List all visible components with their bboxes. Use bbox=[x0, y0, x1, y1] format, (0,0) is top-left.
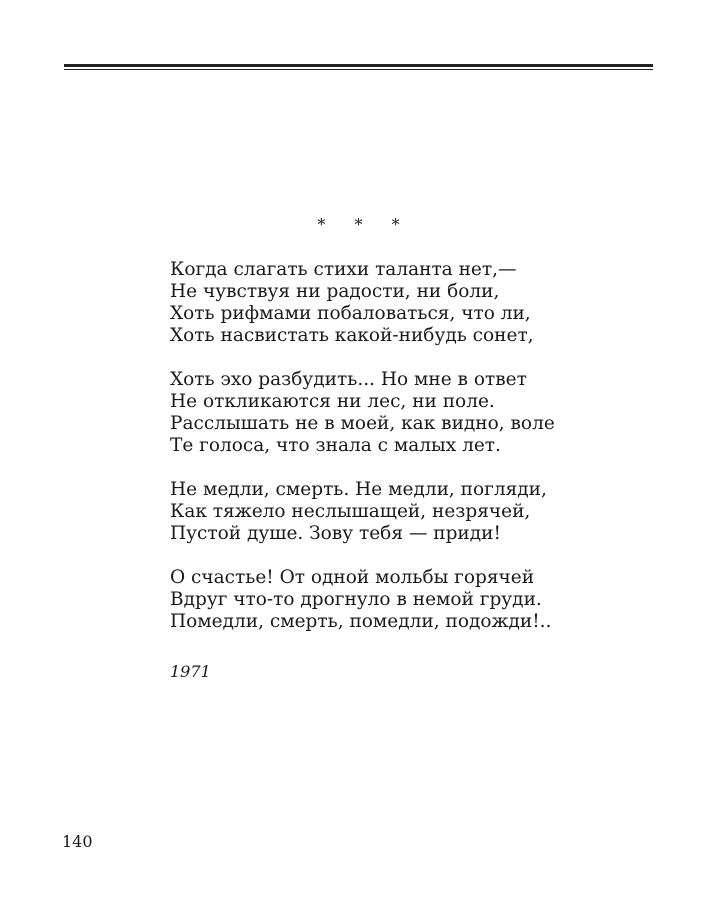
stanza-3 bbox=[170, 479, 590, 545]
stanza-1 bbox=[170, 259, 590, 347]
poem-line: Расслышать не в моей, как видно, воле bbox=[170, 413, 555, 434]
poem-line: Те голоса, что знала с малых лет. bbox=[170, 435, 501, 456]
poem-line: Как тяжело неслышащей, незрячей, bbox=[170, 501, 531, 522]
poem-line: Помедли, смерть, помедли, подожди!.. bbox=[170, 611, 552, 632]
stanza-2 bbox=[170, 369, 590, 457]
page-number: 140 bbox=[62, 832, 93, 851]
poem-date: 1971 bbox=[170, 662, 211, 681]
poem-line: Хоть насвистать какой-нибудь сонет, bbox=[170, 325, 534, 346]
stanza-4 bbox=[170, 567, 590, 633]
poem-line: Хоть рифмами побаловаться, что ли, bbox=[170, 303, 531, 324]
poem-line: Не медли, смерть. Не медли, погляди, bbox=[170, 479, 547, 500]
stanza-separator: * * * bbox=[317, 215, 412, 234]
header-rule-thin bbox=[64, 69, 653, 70]
poem-line: Когда слагать стихи таланта нет,— bbox=[170, 259, 517, 280]
poem-line: Не чувствуя ни радости, ни боли, bbox=[170, 281, 500, 302]
poem-line: О счастье! От одной мольбы горячей bbox=[170, 567, 535, 588]
header-rule-thick bbox=[64, 64, 653, 67]
poem-line: Пустой душе. Зову тебя — приди! bbox=[170, 523, 501, 544]
poem-line: Не откликаются ни лес, ни поле. bbox=[170, 391, 495, 412]
poem-line: Вдруг что-то дрогнуло в немой груди. bbox=[170, 589, 542, 610]
poem bbox=[170, 259, 590, 655]
poem-line: Хоть эхо разбудить... Но мне в ответ bbox=[170, 369, 527, 390]
